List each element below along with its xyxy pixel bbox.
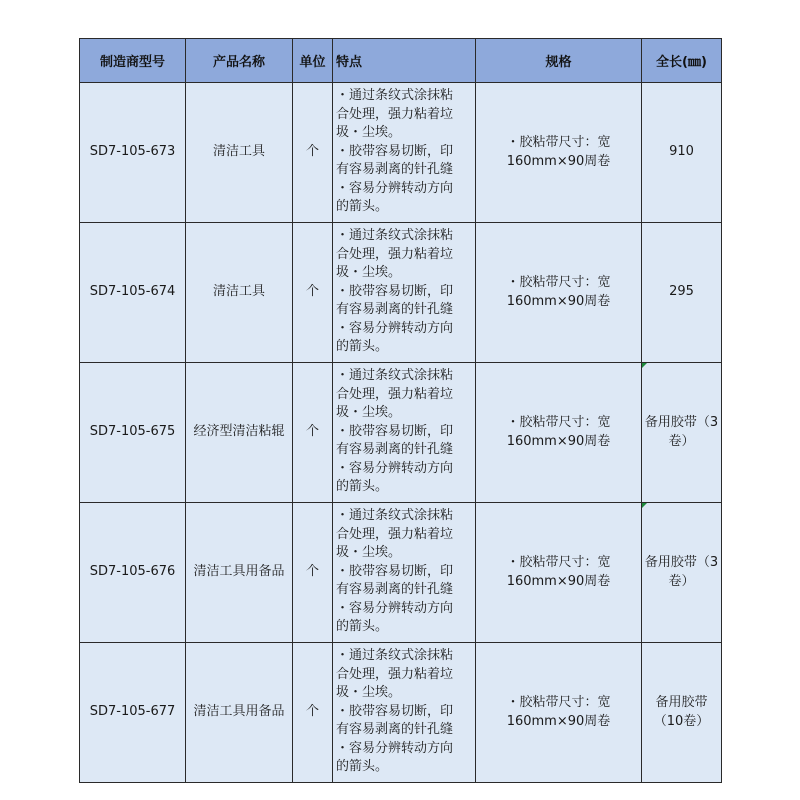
feature-line: ・通过条纹式涂抹粘 <box>336 88 454 103</box>
feature-line: 圾・尘埃。 <box>336 265 402 280</box>
feature-line: 合处理，强力粘着垃 <box>336 106 454 122</box>
cell-spec: ・胶粘带尺寸：宽160mm×90周卷 <box>476 503 642 643</box>
feature-line: ・容易分辨转动方向 <box>336 740 454 756</box>
feature-line: 的箭头。 <box>336 199 389 214</box>
cell-features <box>333 643 476 783</box>
cell-features <box>333 363 476 503</box>
feature-line: ・容易分辨转动方向 <box>336 320 454 336</box>
cell-length-text: 备用胶带（3卷） <box>644 555 719 589</box>
cell-spec: ・胶粘带尺寸：宽160mm×90周卷 <box>476 363 642 503</box>
product-spec-table <box>79 38 722 783</box>
cell-comment-indicator <box>642 503 647 508</box>
feature-line: 合处理，强力粘着垃 <box>336 526 454 542</box>
feature-line: 的箭头。 <box>336 339 389 354</box>
cell-model: SD7-105-675 <box>80 363 186 503</box>
header-length: 全长(㎜) <box>642 39 722 83</box>
feature-line: 的箭头。 <box>336 479 389 494</box>
feature-line: 有容易剥离的针孔缝 <box>336 582 454 597</box>
cell-product-name: 清洁工具 <box>186 223 293 363</box>
cell-product-name: 清洁工具用备品 <box>186 503 293 643</box>
feature-line: 圾・尘埃。 <box>336 125 402 140</box>
feature-line: 有容易剥离的针孔缝 <box>336 302 454 317</box>
header-model: 制造商型号 <box>80 39 186 83</box>
feature-line: ・通过条纹式涂抹粘 <box>336 228 454 243</box>
feature-line: ・胶带容易切断，印 <box>336 563 454 579</box>
table-row <box>80 83 722 223</box>
header-row <box>80 39 722 83</box>
feature-line: ・通过条纹式涂抹粘 <box>336 508 454 523</box>
cell-model: SD7-105-676 <box>80 503 186 643</box>
cell-product-name: 清洁工具 <box>186 83 293 223</box>
cell-spec: ・胶粘带尺寸：宽160mm×90周卷 <box>476 83 642 223</box>
header-spec: 规格 <box>476 39 642 83</box>
cell-model: SD7-105-677 <box>80 643 186 783</box>
cell-unit: 个 <box>293 643 333 783</box>
feature-line: ・通过条纹式涂抹粘 <box>336 368 454 383</box>
header-features: 特点 <box>333 39 476 83</box>
feature-line: 有容易剥离的针孔缝 <box>336 162 454 177</box>
cell-features <box>333 223 476 363</box>
table-row <box>80 503 722 643</box>
feature-line: 合处理，强力粘着垃 <box>336 666 454 682</box>
feature-line: ・通过条纹式涂抹粘 <box>336 648 454 663</box>
feature-line: 圾・尘埃。 <box>336 545 402 560</box>
cell-unit: 个 <box>293 363 333 503</box>
cell-unit: 个 <box>293 223 333 363</box>
cell-comment-indicator <box>642 363 647 368</box>
cell-spec: ・胶粘带尺寸：宽160mm×90周卷 <box>476 223 642 363</box>
cell-product-name: 经济型清洁粘辊 <box>186 363 293 503</box>
table-row <box>80 643 722 783</box>
cell-length: 295 <box>642 223 722 363</box>
cell-spec: ・胶粘带尺寸：宽160mm×90周卷 <box>476 643 642 783</box>
cell-features <box>333 83 476 223</box>
feature-line: 圾・尘埃。 <box>336 685 402 700</box>
cell-features <box>333 503 476 643</box>
feature-line: ・容易分辨转动方向 <box>336 180 454 196</box>
feature-line: 有容易剥离的针孔缝 <box>336 722 454 737</box>
feature-line: 的箭头。 <box>336 619 389 634</box>
cell-length-text: 备用胶带（3卷） <box>644 415 719 449</box>
feature-line: 有容易剥离的针孔缝 <box>336 442 454 457</box>
feature-line: 合处理，强力粘着垃 <box>336 386 454 402</box>
feature-line: ・胶带容易切断，印 <box>336 143 454 159</box>
cell-length: 备用胶带（10卷） <box>642 643 722 783</box>
feature-line: 合处理，强力粘着垃 <box>336 246 454 262</box>
table-row <box>80 363 722 503</box>
table-row <box>80 223 722 363</box>
feature-line: ・容易分辨转动方向 <box>336 460 454 476</box>
feature-line: ・胶带容易切断，印 <box>336 283 454 299</box>
cell-length <box>642 363 722 503</box>
feature-line: ・胶带容易切断，印 <box>336 703 454 719</box>
cell-unit: 个 <box>293 83 333 223</box>
cell-unit: 个 <box>293 503 333 643</box>
feature-line: ・容易分辨转动方向 <box>336 600 454 616</box>
header-unit: 单位 <box>293 39 333 83</box>
cell-length <box>642 503 722 643</box>
cell-length: 910 <box>642 83 722 223</box>
header-name: 产品名称 <box>186 39 293 83</box>
cell-product-name: 清洁工具用备品 <box>186 643 293 783</box>
feature-line: 圾・尘埃。 <box>336 405 402 420</box>
feature-line: 的箭头。 <box>336 759 389 774</box>
cell-model: SD7-105-674 <box>80 223 186 363</box>
cell-model: SD7-105-673 <box>80 83 186 223</box>
feature-line: ・胶带容易切断，印 <box>336 423 454 439</box>
